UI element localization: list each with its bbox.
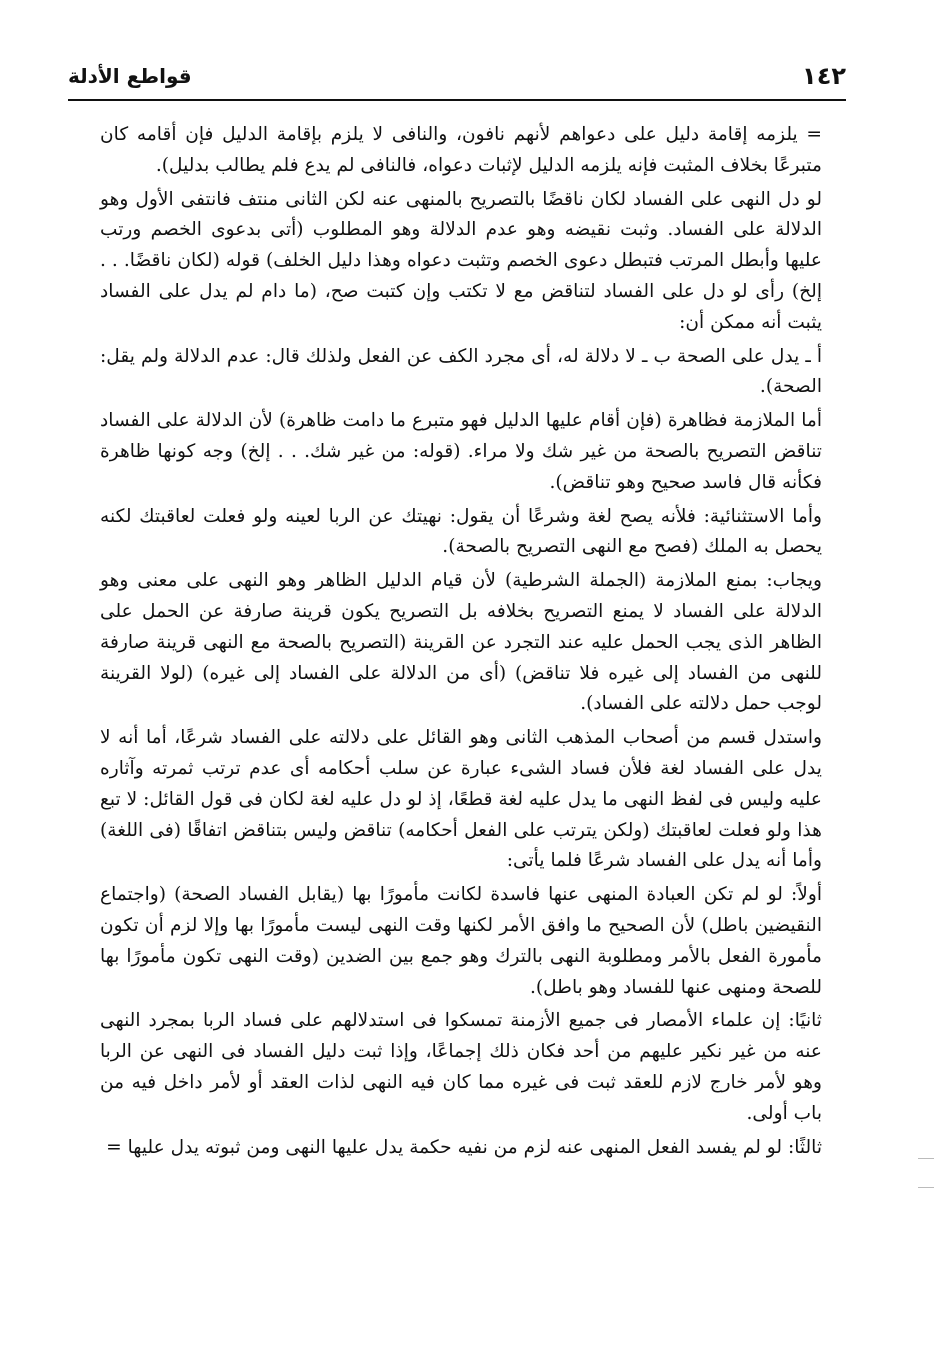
- paragraph-second-proof: ثانيًا: إن علماء الأمصار فى جميع الأزمنة تمسكوا فى استدلالهم على فساد الربا بمجرد النهى عنه من غير نكير عليهم من أحد فكان ذلك إجماعًا، وإذا ثبت دليل الفساد فى النهى عن الربا وهو لأمر خارج لازم للعقد ثبت فى غيره مما كان فيه النهى لذات العقد أو لأمر داخل فيه من باب أولى.: [100, 1010, 822, 1124]
- body-text: [100, 120, 822, 1166]
- paragraph-first-proof: أولاً: لو لم تكن العبادة المنهى عنها فاسدة لكانت مأمورًا بها (يقابل الفساد الصحة) (واجتماع النقيضين باطل) لأن الصحيح ما وافق الأمر لكنها وقت النهى ليست مأمورًا بها وإلا لزم أن تكون مأمورة الفعل بالأمر ومطلوبة النهى بالترك وهو جمع بين الضدين (وقت النهى تكون مأمورًا بها للصحة ومنهى عنها للفساد وهو باطل).: [100, 884, 822, 998]
- paragraph-istithnaiya: وأما الاستثنائية: فلأنه يصح لغة وشرعًا أن يقول: نهيتك عن الربا لعينه ولو فعلت لعاقبتك لكنه يحصل به الملك (فصح مع النهى التصريح بالصحة).: [100, 505, 822, 558]
- page-number: ١٤٢: [802, 62, 846, 90]
- header-rule: [68, 99, 846, 101]
- scan-edge-mark: [918, 1158, 934, 1159]
- scan-edge-mark: [918, 1187, 934, 1188]
- page-header: [68, 60, 846, 96]
- running-title: قواطع الأدلة: [68, 64, 192, 88]
- paragraph-mulazama: أما الملازمة فظاهرة (فإن أقام عليها الدليل فهو متبرع ما دامت ظاهرة) لأن الدلالة على الفساد تناقض التصريح بالصحة من غير شك ولا مراء. (قوله: من غير شك. . . إلخ) وجه كونها ظاهرة فكأنه قال فاسد صحيح وهو تناقض).: [100, 410, 822, 493]
- paragraph-third-proof: ثالثًا: لو لم يفسد الفعل المنهى عنه لزم من نفيه حكمة يدل عليها النهى ومن ثبوته يدل عليها =: [106, 1136, 822, 1158]
- paragraph-second-school: واستدل قسم من أصحاب المذهب الثانى وهو القائل على دلالته على الفساد شرعًا، أما أنه لا يدل على الفساد لغة فلأن فساد الشىء عبارة عن سلب أحكامه أى عدم ترتب ثمرته وآثاره عليه وليس فى لفظ النهى ما يدل عليه لغة قطعًا، إذ لو دل عليه لغة لكان فى قول القائل: لا تبع هذا ولو فعلت لعاقبتك (ولكن يترتب على الفعل أحكامه) تناقض وليس بتناقض اتفاقًا (فى اللغة) وأما أنه يدل على الفساد شرعًا فلما يأتى:: [100, 727, 822, 872]
- paragraph-response: ويجاب: بمنع الملازمة (الجملة الشرطية) لأن قيام الدليل الظاهر وهو النهى على معنى وهو الدلالة على الفساد لا يمنع التصريح بخلافه بل التصريح يكون قرينة صارفة عن الحمل على الظاهر الذى يجب الحمل عليه عند التجرد عن القرينة (التصريح بالصحة مع النهى قرينة صارفة للنهى من الفساد إلى غيره فلا تناقض) (أى من الدلالة على الفساد إلى غيره) (لولا القرينة لوجب حمل دلالته على الفساد).: [100, 570, 822, 715]
- paragraph-continuation: = يلزمه إقامة دليل على دعواهم لأنهم نافون، والنافى لا يلزم بإقامة الدليل فإن أقامه كان متبرعًا بخلاف المثبت فإنه يلزمه الدليل لإثبات دعواه، فالنافى لم يدع فلم يطالب بدليل).: [100, 124, 822, 176]
- paragraph-argument: لو دل النهى على الفساد لكان ناقضًا بالتصريح بالمنهى عنه لكن الثانى منتف فانتفى الأول وهو الدلالة على الفساد. وثبت نقيضه وهو عدم الدلالة وهو المطلوب (أتى بدعوى الخصم ورتب عليها وأبطل المرتب فتبطل دعوى الخصم وتثبت دعواه وهذا دليل الخلف) قوله (لكان ناقضًا. . . إلخ) رأى لو دل على الفساد لتناقض مع لا تكتب وإن كتبت صح، (ما دام لم يدل على الفساد يثبت أنه ممكن أن:: [100, 188, 822, 333]
- paragraph-options: أ ـ يدل على الصحة ب ـ لا دلالة له، أى مجرد الكف عن الفعل ولذلك قال: عدم الدلالة ولم يقل: الصحة).: [100, 345, 822, 398]
